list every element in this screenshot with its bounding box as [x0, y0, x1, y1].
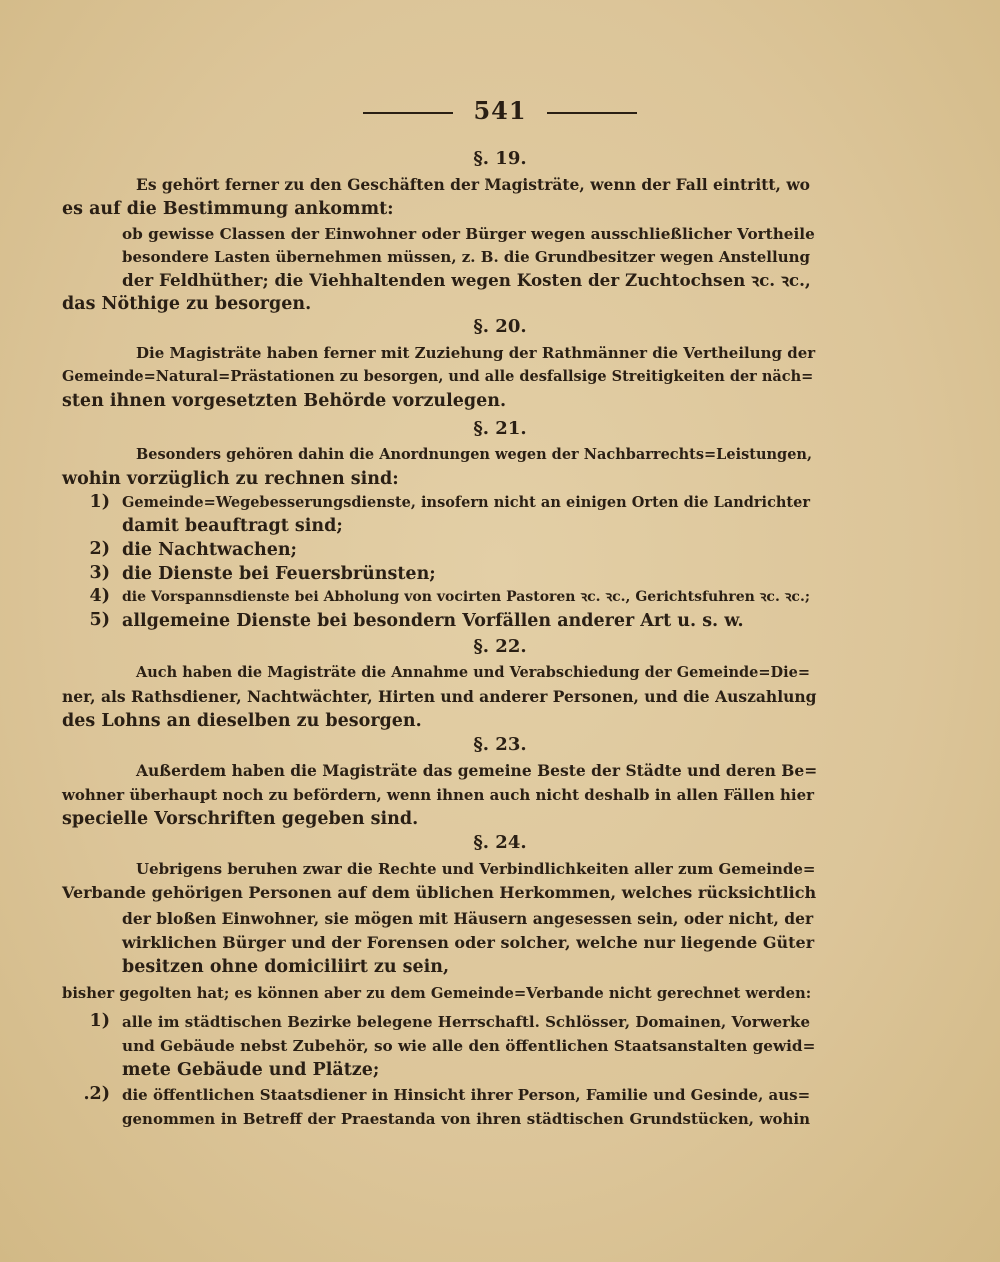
- s24-line-4: wirklichen Bürger und der Forensen oder solcher, welche nur liegende Güter: [122, 933, 815, 952]
- s24-line-1: Uebrigens beruhen zwar die Rechte und Verbindlichkeiten aller zum Gemeinde=: [136, 860, 816, 878]
- s20-line-1: Die Magisträte haben ferner mit Zuziehung der Rathmänner die Vertheilung der: [136, 344, 816, 362]
- s20-line-2: Gemeinde=Natural=Prästationen zu besorgen, und alle desfallsige Streitigkeiten der näch=: [62, 368, 814, 385]
- section-21-heading: §. 21.: [473, 418, 527, 439]
- s24-item-1-line-1: alle im städtischen Bezirke belegene Herrschaftl. Schlösser, Domainen, Vorwerke: [122, 1013, 810, 1031]
- s21-item-1-cont: damit beauftragt sind;: [122, 516, 343, 536]
- s21-item-5-text: allgemeine Dienste bei besondern Vorfällen anderer Art u. s. w.: [122, 611, 744, 631]
- s24-line-5: besitzen ohne domiciliirt zu sein,: [122, 957, 450, 977]
- s24-item-1-line-3: mete Gebäude und Plätze;: [122, 1060, 380, 1080]
- section-20-heading: §. 20.: [473, 316, 527, 337]
- s24-item-2-number: .2): [83, 1084, 110, 1104]
- section-23-heading: §. 23.: [473, 734, 527, 755]
- s24-item-1-number: 1): [89, 1011, 110, 1031]
- s24-item-2-line-2: genommen in Betreff der Praestanda von ihren städtischen Grundstücken, wohin: [122, 1110, 810, 1128]
- s19-line-5: der Feldhüther; die Viehhaltenden wegen Kosten der Zuchtochsen ꝛc. ꝛc.,: [122, 270, 811, 290]
- s21-item-5-number: 5): [89, 610, 110, 630]
- s24-line-6: bisher gegolten hat; es können aber zu dem Gemeinde=Verbande nicht gerechnet werden:: [62, 985, 812, 1002]
- s22-line-2: ner, als Rathsdiener, Nachtwächter, Hirten und anderer Personen, und die Auszahlung: [62, 687, 817, 706]
- s21-item-4-number: 4): [89, 586, 110, 606]
- s22-line-3: des Lohns an dieselben zu besorgen.: [62, 711, 422, 731]
- s21-item-2-text: die Nachtwachen;: [122, 540, 298, 560]
- page-number: 541: [473, 96, 527, 125]
- s21-line-1: Besonders gehören dahin die Anordnungen wegen der Nachbarrechts=Leistungen,: [136, 446, 813, 463]
- s19-line-1: Es gehört ferner zu den Geschäften der Magisträte, wenn der Fall eintritt, wo: [136, 175, 811, 194]
- s19-line-3: ob gewisse Classen der Einwohner oder Bürger wegen ausschließlicher Vortheile: [122, 225, 815, 243]
- s21-item-3-text: die Dienste bei Feuersbrünsten;: [122, 564, 436, 584]
- s24-item-1-line-2: und Gebäude nebst Zubehör, so wie alle den öffentlichen Staatsanstalten gewid=: [122, 1037, 816, 1055]
- s21-item-3-number: 3): [89, 563, 110, 583]
- s24-line-2: Verbande gehörigen Personen auf dem üblichen Herkommen, welches rücksichtlich: [62, 883, 817, 902]
- header-rule-right: [547, 112, 637, 114]
- s23-line-2: wohner überhaupt noch zu befördern, wenn ihnen auch nicht deshalb in allen Fällen hier: [62, 786, 815, 804]
- s19-line-2: es auf die Bestimmung ankommt:: [62, 199, 394, 219]
- s24-item-2-line-1: die öffentlichen Staatsdiener in Hinsicht ihrer Person, Familie und Gesinde, aus=: [122, 1086, 811, 1104]
- page-header: [0, 96, 1000, 125]
- section-19-heading: §. 19.: [473, 148, 527, 169]
- section-24-heading: §. 24.: [473, 832, 527, 853]
- s21-item-2-number: 2): [89, 539, 110, 559]
- header-rule-left: [363, 112, 453, 114]
- s21-item-4-text: die Vorspannsdienste bei Abholung von vocirten Pastoren ꝛc. ꝛc., Gerichtsfuhren ꝛc. ꝛc.;: [122, 589, 810, 605]
- s21-item-1-number: 1): [89, 492, 110, 512]
- s23-line-1: Außerdem haben die Magisträte das gemeine Beste der Städte und deren Be=: [136, 761, 818, 780]
- s21-line-2: wohin vorzüglich zu rechnen sind:: [62, 469, 399, 489]
- s19-line-6: das Nöthige zu besorgen.: [62, 294, 312, 314]
- s24-line-3: der bloßen Einwohner, sie mögen mit Häusern angesessen sein, oder nicht, der: [122, 909, 814, 928]
- s20-line-3: sten ihnen vorgesetzten Behörde vorzulegen.: [62, 391, 507, 411]
- section-22-heading: §. 22.: [473, 636, 527, 657]
- s19-line-4: besondere Lasten übernehmen müssen, z. B. die Grundbesitzer wegen Anstellung: [122, 248, 810, 266]
- s23-line-3: specielle Vorschriften gegeben sind.: [62, 809, 419, 829]
- s22-line-1: Auch haben die Magisträte die Annahme und Verabschiedung der Gemeinde=Die=: [136, 664, 810, 681]
- s21-item-1-text: Gemeinde=Wegebesserungsdienste, insofern nicht an einigen Orten die Landrichter: [122, 494, 810, 511]
